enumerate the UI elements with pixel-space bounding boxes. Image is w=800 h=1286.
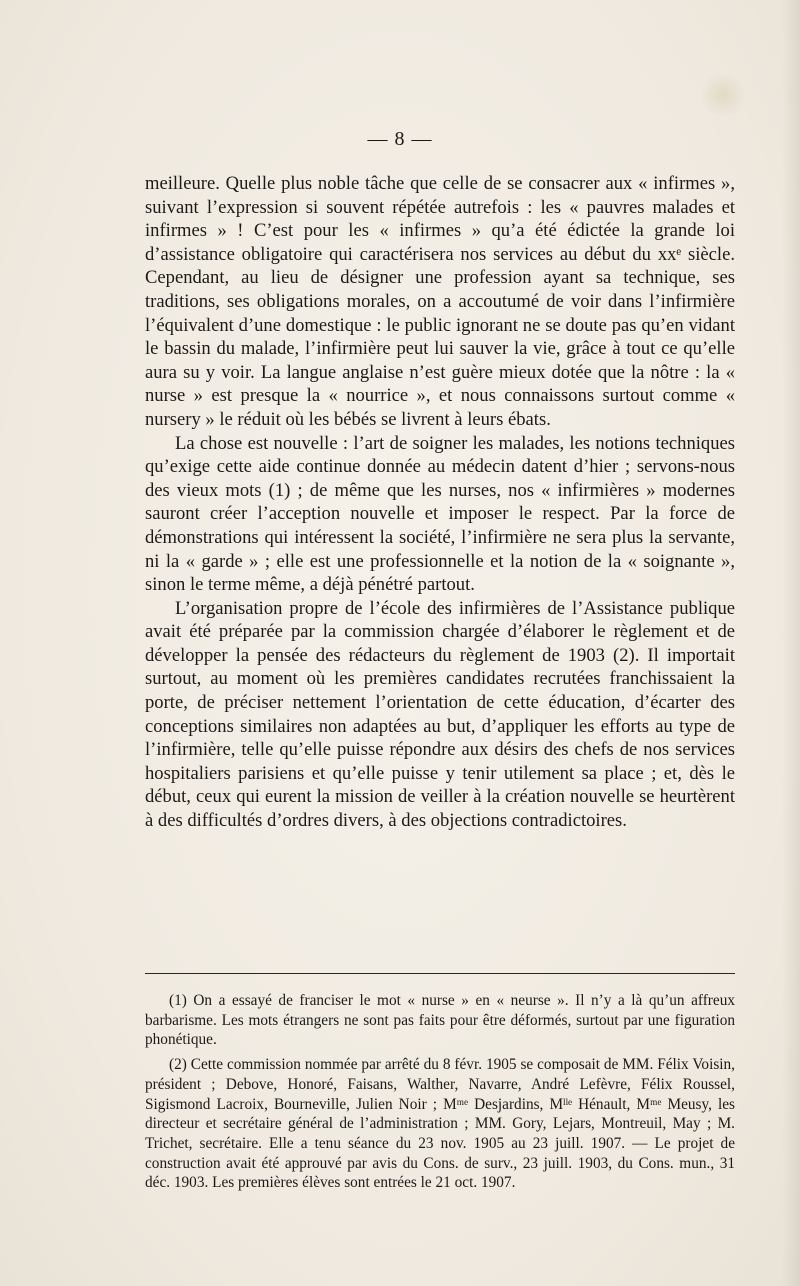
paragraph-2: La chose est nouvelle : l’art de soigner les malades, les notions techniques qu’exige cette aide continue donnée au médecin datent d’hier ; servons-nous des vieux mots (1) ; de même que les nurses, nos « infirmières » modernes sauront créer l’acception nouvelle et imposer le respect. Par la force de démonstrations qui intéressent la société, l’infirmière ne sera plus la servante, ni la « garde » ; elle est une professionnelle et la notion de la « soignante », sinon le terme même, a déjà pénétré partout. <box>145 432 735 596</box>
paragraph-1: meilleure. Quelle plus noble tâche que celle de se consacrer aux « infirmes », suivant l’expression si souvent répétée autrefois : les « pauvres malades et infirmes » ! C’est pour les « infirmes » qu’a été édictée la grande loi d’assistance obligatoire qui caractérisera nos services au début du xxᵉ siècle. Cependant, au lieu de désigner une profession ayant sa technique, ses traditions, ses obligations morales, on a accoutumé de voir dans l’infirmière l’équivalent d’une domestique : le public ignorant ne se doute pas qu’en vidant le bassin du malade, l’infirmière peut lui sauver la vie, grâce à tout ce qu’elle aura su y voir. La langue anglaise n’est guère mieux dotée que la nôtre : la « nurse » est presque la « nourrice », et nous connaissons surtout comme « nursery » le réduit où les bébés se livrent à leurs ébats. <box>145 173 735 430</box>
page-edge-shadow <box>782 0 800 1286</box>
paragraph-3: L’organisation propre de l’école des infirmières de l’Assistance publique avait été préparée par la commission chargée d’élaborer le règlement et de développer la pensée des rédacteurs du règlement de 1903 (2). Il importait surtout, au moment où les premières candidates recrutées franchissaient la porte, de préciser nettement l’orientation de cette éducation, d’écarter des conceptions similaires non adaptées au but, d’appliquer les efforts au type de l’infirmière, telle qu’elle puisse répondre aux désirs des chefs de nos services hospitaliers parisiens et qu’elle puisse y tenir utilement sa place ; et, dès le début, ceux qui eurent la mission de veiller à la création nouvelle se heurtèrent à des difficultés d’ordres divers, à des objections contradictoires. <box>145 597 735 832</box>
footnote-separator <box>145 973 735 974</box>
page-number: — 8 — <box>367 128 433 150</box>
footnotes <box>145 991 735 1198</box>
footnote-1: (1) On a essayé de franciser le mot « nurse » en « neurse ». Il n’y a là qu’un affreux barbarisme. Les mots étrangers ne sont pas faits pour être déformés, surtout par une figuration phonétique. <box>145 992 735 1049</box>
main-text <box>145 172 735 833</box>
paper-stain <box>700 72 746 118</box>
footnote-2: (2) Cette commission nommée par arrêté du 8 févr. 1905 se composait de MM. Félix Voisin, président ; Debove, Honoré, Faisans, Walther, Navarre, André Lefèvre, Félix Roussel, Sigismond Lacroix, Bourneville, Julien Noir ; Mᵐᵉ Desjardins, Mˡˡᵉ Hénault, Mᵐᵉ Meusy, les directeur et secrétaire général de l’administration ; MM. Gory, Lejars, Montreuil, May ; M. Trichet, secrétaire. Elle a tenu séance du 23 nov. 1905 au 23 juill. 1907. — Le projet de construction avait été approuvé par avis du Cons. de surv., 23 juill. 1903, du Cons. mun., 31 déc. 1903. Les premières élèves sont entrées le 21 oct. 1907. <box>145 1056 735 1192</box>
